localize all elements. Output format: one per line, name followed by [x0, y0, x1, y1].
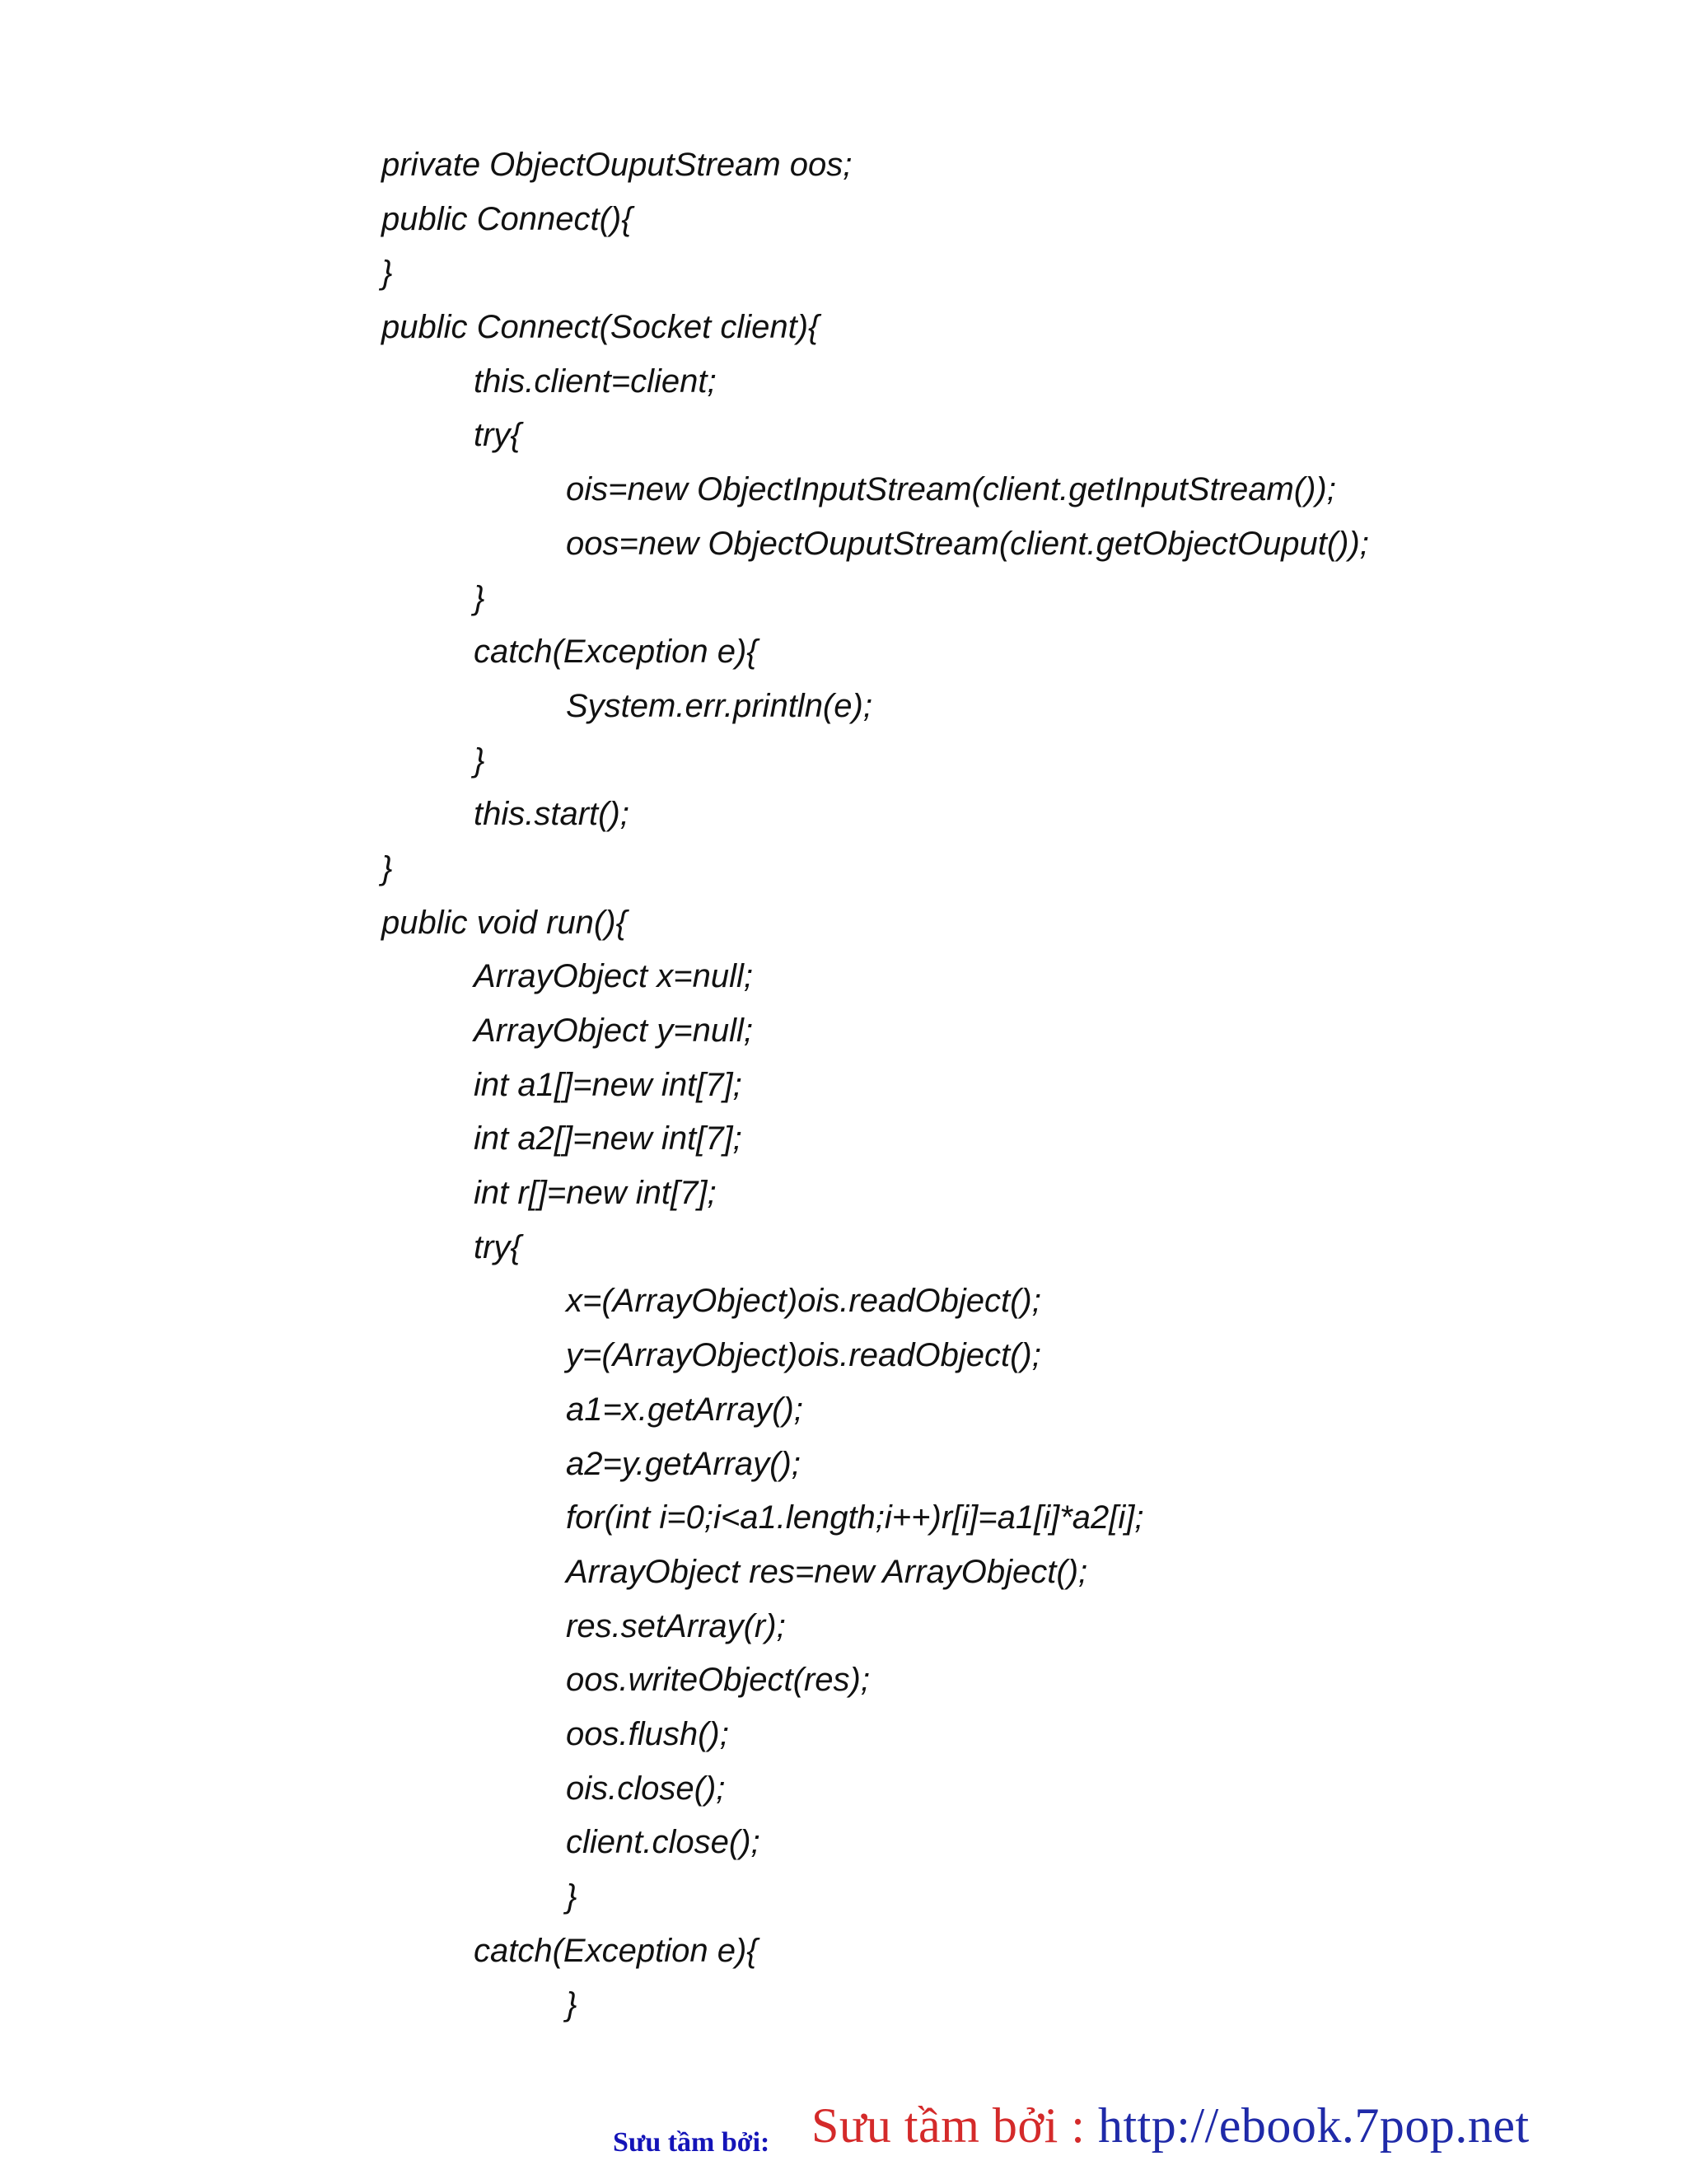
code-line: a1=x.getArray(); [566, 1391, 803, 1428]
code-line: } [474, 741, 485, 779]
watermark-prefix: Sưu tầm bởi : [811, 2098, 1098, 2153]
watermark-logo [811, 2097, 1530, 2154]
code-line: res.setArray(r); [566, 1607, 786, 1644]
code-line: } [381, 255, 393, 292]
code-line: oos.writeObject(res); [566, 1662, 870, 1699]
code-line: oos.flush(); [566, 1715, 729, 1752]
watermark-url: http://ebook.7pop.net [1097, 2098, 1530, 2153]
code-line: for(int i=0;i<a1.length;i++)r[i]=a1[i]*a2[i]; [566, 1499, 1144, 1536]
code-line: this.start(); [474, 796, 629, 833]
code-line: public Connect(Socket client){ [381, 309, 820, 346]
code-line: this.client=client; [474, 362, 717, 400]
code-line: catch(Exception e){ [474, 634, 758, 671]
code-line: } [381, 849, 393, 886]
code-line: ArrayObject y=null; [474, 1012, 754, 1049]
code-line: catch(Exception e){ [474, 1932, 758, 1969]
code-listing [381, 138, 1369, 2032]
code-line: ois.close(); [566, 1770, 726, 1807]
code-line: private ObjectOuputStream oos; [381, 147, 853, 183]
code-line: a2=y.getArray(); [566, 1445, 801, 1482]
code-line: public void run(){ [381, 904, 627, 941]
code-line: ArrayObject res=new ArrayObject(); [566, 1553, 1088, 1590]
code-line: int a1[]=new int[7]; [474, 1066, 742, 1103]
code-line: System.err.println(e); [566, 687, 872, 724]
code-line: ois=new ObjectInputStream(client.getInputStream()); [566, 471, 1336, 508]
code-line: } [566, 1986, 577, 2023]
code-line: x=(ArrayObject)ois.readObject(); [566, 1283, 1041, 1320]
code-line: try{ [474, 417, 521, 454]
code-line: try{ [474, 1228, 521, 1265]
code-line: client.close(); [566, 1824, 760, 1861]
footer-credit-label: Sưu tầm bởi: [613, 2127, 770, 2158]
code-line: oos=new ObjectOuputStream(client.getObjectOuput()); [566, 525, 1369, 562]
code-line: ArrayObject x=null; [474, 958, 754, 995]
code-line: y=(ArrayObject)ois.readObject(); [566, 1337, 1041, 1374]
code-line: int a2[]=new int[7]; [474, 1120, 742, 1157]
code-line: } [566, 1878, 577, 1915]
code-line: public Connect(){ [381, 200, 633, 237]
code-line: int r[]=new int[7]; [474, 1175, 717, 1212]
code-line: } [474, 579, 485, 616]
